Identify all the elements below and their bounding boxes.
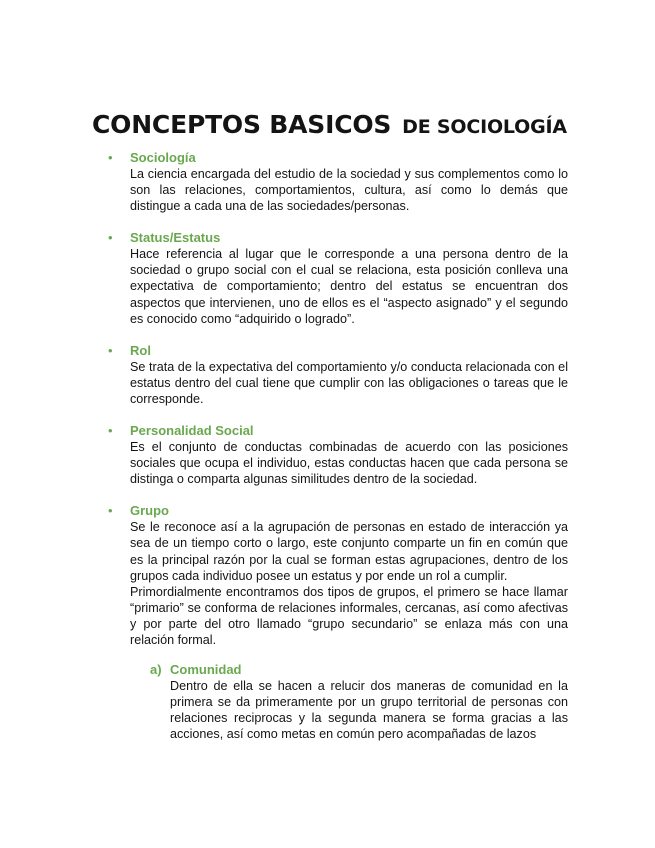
item-heading: Status/Estatus: [130, 230, 221, 246]
list-item-status: [108, 230, 568, 326]
list-item-sociologia: [108, 150, 568, 214]
concept-list: [108, 150, 568, 758]
bullet-icon: •: [108, 423, 113, 439]
list-item-rol: [108, 343, 568, 407]
page-title: [92, 103, 567, 141]
item-heading: Rol: [130, 342, 151, 358]
item-text: Es el conjunto de conductas combinadas de acuerdo con las posiciones sociales que ocupa el individuo, estas conductas hacen que cada persona se distinga o comparta algunas similitudes dentro de la sociedad.: [130, 440, 568, 487]
sublist-item-comunidad: [150, 662, 568, 742]
bullet-icon: •: [108, 342, 113, 358]
bullet-icon: •: [108, 503, 113, 519]
list-item-personalidad-social: [108, 423, 568, 487]
item-heading: Personalidad Social: [130, 423, 254, 439]
item-text: Se le reconoce así a la agrupación de personas en estado de interacción ya sea de un tiempo corto o largo, este conjunto comparte un fin en común que es la principal razón por la cual se forman estas agrupaciones, dentro de los grupos cada individuo posee un estatus y por ende un rol a cumplir.: [130, 520, 568, 583]
item-text: Hace referencia al lugar que le corresponde a una persona dentro de la sociedad o grupo social con el cual se relaciona, esta posición conlleva una expectativa de comportamiento; dentro del estatus se encuentran dos aspectos que intervienen, uno de ellos es el “aspecto asignado” y el segundo es conocido como “adquirido o logrado”.: [130, 247, 568, 326]
item-heading: Grupo: [130, 503, 169, 519]
subitem-heading: Comunidad: [170, 662, 242, 678]
title-secondary: DE SOCIOLOGÍA: [402, 116, 567, 138]
item-text: La ciencia encargada del estudio de la sociedad y sus complementos como lo son las relaciones, comportamientos, cultura, así como lo demás que distingue a cada una de las sociedades/personas.: [130, 167, 568, 214]
subitem-text: Dentro de ella se hacen a relucir dos maneras de comunidad en la primera se da primeramente por un grupo territorial de personas con relaciones reciprocas y la segunda manera se forma gracias a las acciones, así como metas en común pero acompañadas de lazos: [170, 679, 568, 742]
bullet-icon: •: [108, 150, 113, 165]
item-heading: Sociología: [130, 150, 196, 165]
list-item-grupo: [108, 503, 568, 742]
bullet-icon: •: [108, 230, 113, 246]
item-text: Primordialmente encontramos dos tipos de grupos, el primero se hace llamar “primario” se conforma de relaciones informales, cercanas, así como afectivas y por parte del otro llamado “grupo secundario” se enlaza más con una relación formal.: [130, 584, 568, 647]
title-main: CONCEPTOS BASICOS: [92, 110, 392, 139]
sublist-marker: a): [150, 662, 162, 678]
item-text: Se trata de la expectativa del comportamiento y/o conducta relacionada con el estatus dentro del cual tiene que cumplir con las obligaciones o tareas que le corresponde.: [130, 359, 568, 406]
